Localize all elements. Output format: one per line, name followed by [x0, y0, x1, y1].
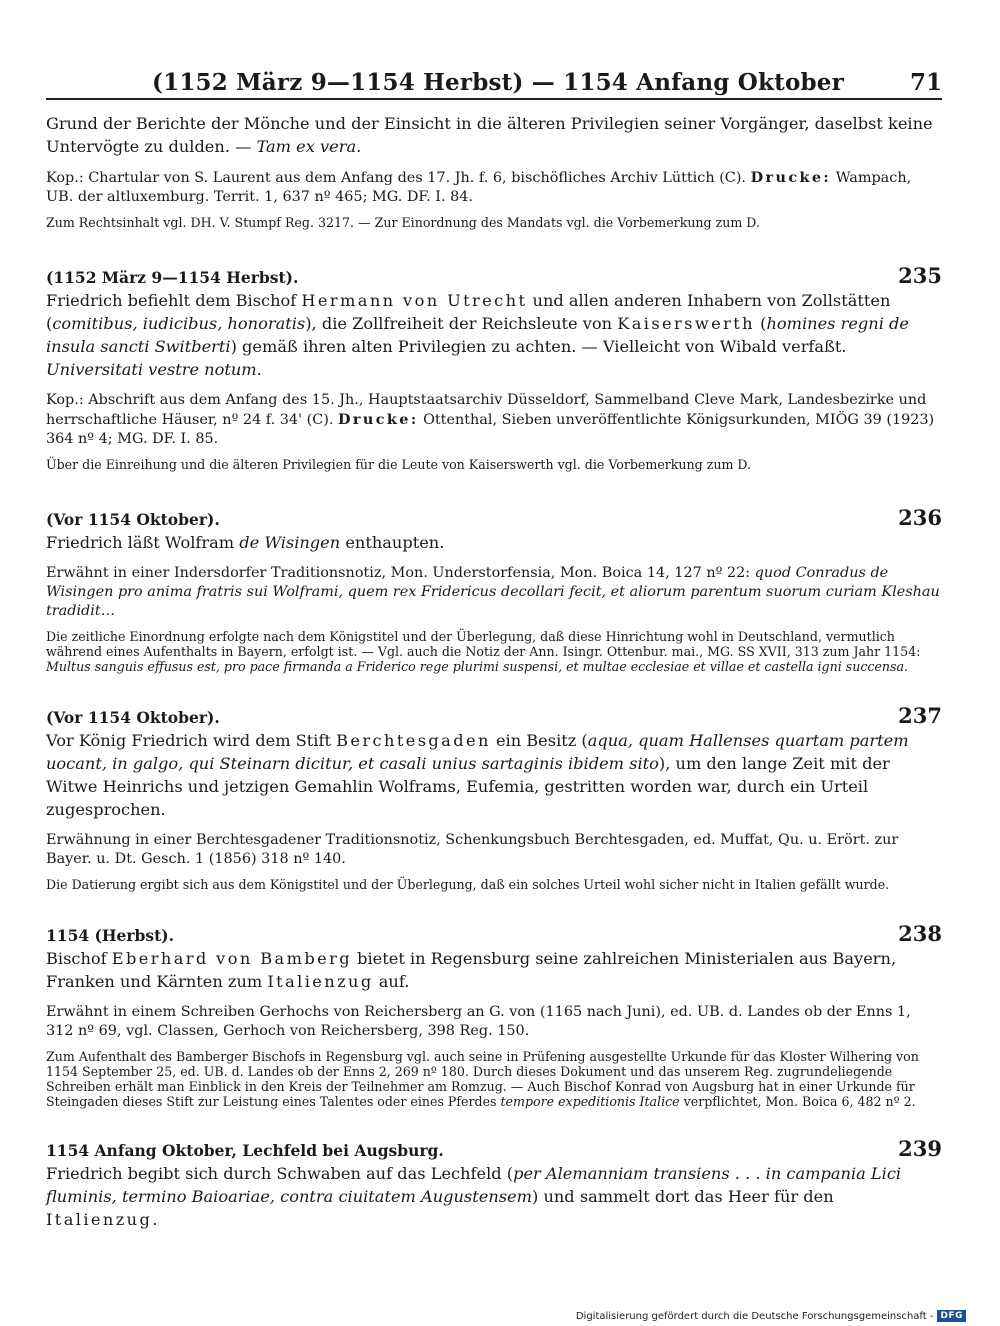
entry-heading — [46, 1137, 942, 1162]
sources: Erwähnt in einer Indersdorfer Traditionsnotiz, Mon. Understorfensia, Mon. Boica 14, 127 nº 22: quod Conradus de Wisingen pro anima fratris sui Wolframi, quem rex Fridericus decollari fecit, et aliorum parentum suorum curiam Kleshau tradidit… — [46, 565, 940, 619]
regest-text: Bischof Eberhard von Bamberg bietet in Regensburg seine zahlreichen Ministerialen aus Bayern, Franken und Kärnten zum Italienzug auf. — [46, 949, 897, 991]
regest-text: Friedrich läßt Wolfram de Wisingen enthaupten. — [46, 533, 445, 552]
page-number: 71 — [909, 69, 942, 96]
regest-entry-239 — [46, 1137, 942, 1231]
entry-number: 238 — [898, 921, 942, 946]
footer-credit-text: Digitalisierung gefördert durch die Deutsche Forschungsgemeinschaft - — [575, 1310, 934, 1322]
entry-date: 1154 (Herbst). — [46, 926, 174, 945]
entry-date: 1154 Anfang Oktober, Lechfeld bei Augsburg. — [46, 1141, 444, 1160]
document-page — [46, 62, 942, 1231]
running-title: (1152 März 9—1154 Herbst) — 1154 Anfang Oktober — [152, 69, 844, 96]
dfg-logo: DFG — [937, 1310, 966, 1322]
commentary-note: Über die Einreihung und die älteren Privilegien für die Leute von Kaiserswerth vgl. die Vorbemerkung zum D. — [46, 457, 752, 472]
regest-entry-236 — [46, 506, 942, 674]
sources: Kop.: Abschrift aus dem Anfang des 15. Jh., Hauptstaatsarchiv Düsseldorf, Sammelband Cleve Mark, Landesbezirke und herrschaftliche Häuser, nº 24 f. 34' (C). Drucke: Ottenthal, Sieben unveröffentlichte Königsurkunden, MIÖG 39 (1923) 364 nº 4; MG. DF. I. 85. — [46, 392, 935, 447]
commentary-note: Die Datierung ergibt sich aus dem Königstitel und der Überlegung, daß ein solches Urteil wohl sicher nicht in Italien gefällt wurde. — [46, 877, 890, 892]
commentary-note: Die zeitliche Einordnung erfolgte nach dem Königstitel und der Überlegung, daß diese Hinrichtung wohl in Deutschland, vermutlich während eines Aufenthalts in Bayern, erfolgt ist. — Vgl. auch die Notiz der Ann. Isingr. Ottenbur. mai., MG. SS XVII, 313 zum Jahr 1154: Multus sanguis effusus est, pro pace firmanda a Friderico rege plurimi suspensi, et multae ecclesiae et villae et castella igni succensa. — [46, 629, 921, 674]
regest-entry-235 — [46, 264, 942, 472]
regest-text: Friedrich begibt sich durch Schwaben auf das Lechfeld (per Alemanniam transiens . . . in campania Lici fluminis, termino Baioariae, contra ciuitatem Augustensem) und sammelt dort das Heer für den Italienzug. — [46, 1164, 902, 1229]
running-header — [46, 62, 942, 100]
digitization-footer — [576, 1310, 966, 1322]
sources: Erwähnung in einer Berchtesgadener Traditionsnotiz, Schenkungsbuch Berchtesgaden, ed. Muffat, Qu. u. Erört. zur Bayer. u. Dt. Gesch. 1 (1856) 318 nº 140. — [46, 832, 899, 867]
regest-entry-238 — [46, 922, 942, 1109]
commentary-note: Zum Aufenthalt des Bamberger Bischofs in Regensburg vgl. auch seine in Prüfening ausgestellte Urkunde für das Kloster Wilhering von 1154 September 25, ed. UB. d. Landes ob der Enns 2, 269 nº 180. Durch dieses Dokument und das unserem Reg. zugrundeliegende Schreiben erhält man Einblick in den Kreis der Teilnehmer am Romzug. — Auch Bischof Konrad von Augsburg hat in einer Urkunde für Steingaden dieses Stift zur Leistung eines Talentes oder eines Pferdes tempore expeditionis Italice verpflichtet, Mon. Boica 6, 482 nº 2. — [46, 1049, 919, 1109]
entry-number: 237 — [898, 703, 942, 728]
continued-regest-text: Grund der Berichte der Mönche und der Einsicht in die älteren Privilegien seiner Vorgänger, daselbst keine Untervögte zu dulden. — Tam ex vera. — [46, 114, 933, 156]
regest-entry-237 — [46, 704, 942, 892]
regest-text: Vor König Friedrich wird dem Stift Berchtesgaden ein Besitz (aqua, quam Hallenses quartam partem uocant, in galgo, qui Steinarn dicitur, et casali unius sartaginis ibidem sito), um den lange Zeit mit der Witwe Heinrichs und jetzigen Gemahlin Wolframs, Eufemia, gestritten worden war, durch ein Urteil zugesprochen. — [46, 731, 909, 819]
entry-heading — [46, 264, 942, 289]
entry-number: 236 — [898, 505, 942, 530]
entry-date: (Vor 1154 Oktober). — [46, 708, 220, 727]
entry-date: (1152 März 9—1154 Herbst). — [46, 268, 299, 287]
continued-sources: Kop.: Chartular von S. Laurent aus dem Anfang des 17. Jh. f. 6, bischöfliches Archiv Lüttich (C). Drucke: Wampach, UB. der altluxemburg. Territ. 1, 637 nº 465; MG. DF. I. 84. — [46, 169, 912, 205]
entry-number: 239 — [898, 1136, 942, 1161]
entry-heading — [46, 922, 942, 947]
entry-heading — [46, 704, 942, 729]
regest-text: Friedrich befiehlt dem Bischof Hermann von Utrecht und allen anderen Inhabern von Zollstätten (comitibus, iudicibus, honoratis), die Zollfreiheit der Reichsleute von Kaiserswerth (homines regni de insula sancti Switberti) gemäß ihren alten Privilegien zu achten. — Vielleicht von Wibald verfaßt. Universitati vestre notum. — [46, 291, 909, 379]
entry-heading — [46, 506, 942, 531]
sources: Erwähnt in einem Schreiben Gerhochs von Reichersberg an G. von (1165 nach Juni), ed. UB. d. Landes ob der Enns 1, 312 nº 69, vgl. Classen, Gerhoch von Reichersberg, 398 Reg. 150. — [46, 1004, 911, 1039]
entry-date: (Vor 1154 Oktober). — [46, 510, 220, 529]
entry-number: 235 — [898, 263, 942, 288]
continued-note: Zum Rechtsinhalt vgl. DH. V. Stumpf Reg. 3217. — Zur Einordnung des Mandats vgl. die Vorbemerkung zum D. — [46, 215, 760, 230]
